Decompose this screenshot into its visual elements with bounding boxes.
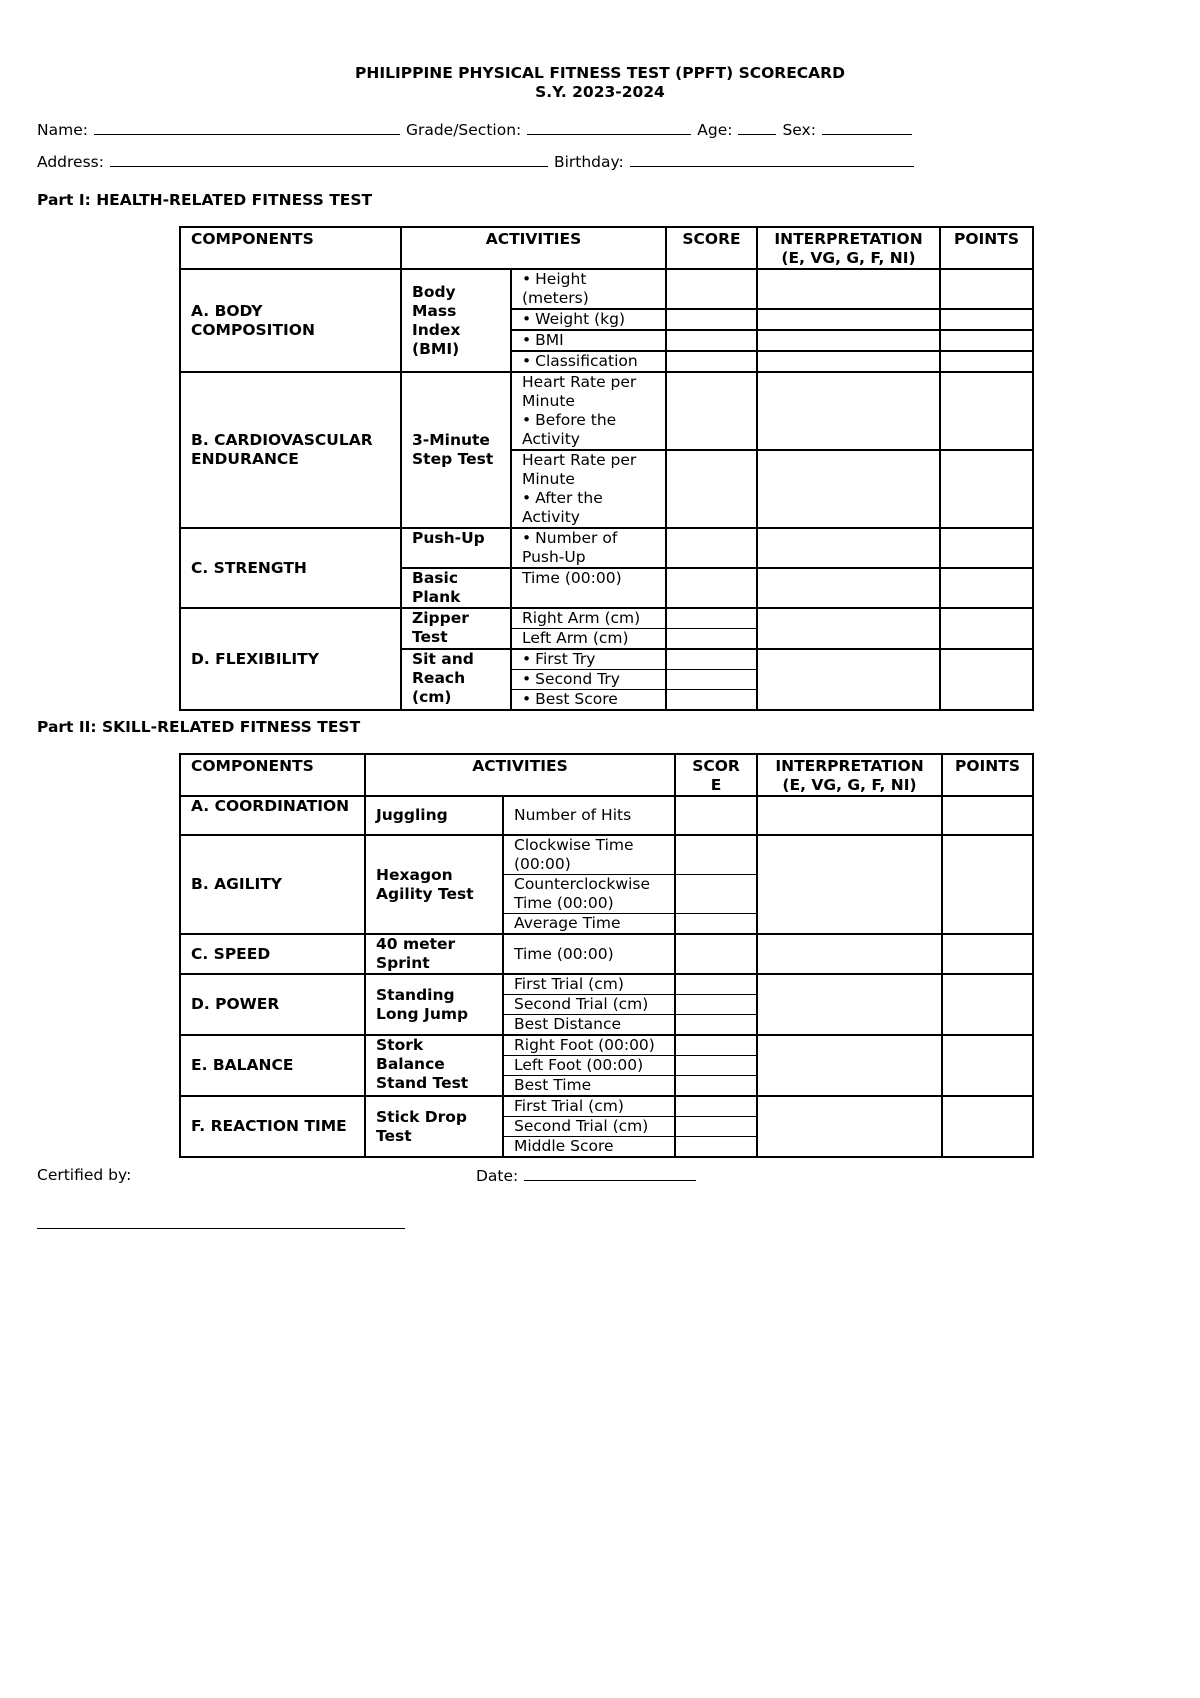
item-hr-before: Heart Rate per Minute • Before the Activity [511, 372, 666, 450]
col-score: SCORE [666, 227, 757, 269]
interpretation-cell[interactable] [757, 1035, 942, 1096]
activity-long-jump: Standing Long Jump [365, 974, 503, 1035]
age-label: Age: [697, 121, 733, 139]
zipper-items: Right Arm (cm) Left Arm (cm) [511, 608, 666, 649]
interpretation-cell[interactable] [757, 568, 940, 608]
address-field[interactable] [110, 152, 548, 167]
interpretation-cell[interactable] [757, 649, 940, 710]
component-speed: C. SPEED [180, 934, 365, 974]
component-agility: B. AGILITY [180, 835, 365, 934]
power-items: First Trial (cm) Second Trial (cm) Best Distance [503, 974, 675, 1035]
col-score: SCOR E [675, 754, 757, 796]
item-hr-after: Heart Rate per Minute • After the Activity [511, 450, 666, 528]
reaction-items: First Trial (cm) Second Trial (cm) Middle Score [503, 1096, 675, 1157]
item-hits: Number of Hits [503, 796, 675, 835]
grade-section-label: Grade/Section: [405, 121, 522, 139]
score-cell[interactable] [666, 372, 757, 450]
points-cell[interactable] [942, 1035, 1033, 1096]
part1-heading: Part I: HEALTH-RELATED FITNESS TEST [37, 191, 373, 209]
interpretation-cell[interactable] [757, 835, 942, 934]
col-interpretation: INTERPRETATION (E, VG, G, F, NI) [757, 754, 942, 796]
interpretation-cell[interactable] [757, 269, 940, 309]
interpretation-cell[interactable] [757, 372, 940, 450]
item-weight: • Weight (kg) [511, 309, 666, 330]
date-row [476, 1166, 702, 1185]
name-field[interactable] [94, 120, 400, 135]
score-cell[interactable] [675, 1035, 757, 1096]
points-cell[interactable] [940, 450, 1033, 528]
activity-hexagon: Hexagon Agility Test [365, 835, 503, 934]
name-label: Name: [37, 121, 88, 139]
activity-stick-drop: Stick Drop Test [365, 1096, 503, 1157]
points-cell[interactable] [940, 649, 1033, 710]
points-cell[interactable] [942, 796, 1033, 835]
component-coordination: A. COORDINATION [180, 796, 365, 835]
score-cell[interactable] [666, 269, 757, 309]
component-reaction-time: F. REACTION TIME [180, 1096, 365, 1157]
signature-line[interactable] [37, 1228, 405, 1229]
interpretation-cell[interactable] [757, 351, 940, 372]
activity-juggling: Juggling [365, 796, 503, 835]
scorecard-title: PHILIPPINE PHYSICAL FITNESS TEST (PPFT) SCORECARD [355, 64, 845, 82]
interpretation-cell[interactable] [757, 974, 942, 1035]
score-cell[interactable] [666, 450, 757, 528]
balance-items: Right Foot (00:00) Left Foot (00:00) Best Time [503, 1035, 675, 1096]
health-fitness-table [179, 226, 1034, 711]
part2-heading: Part II: SKILL-RELATED FITNESS TEST [37, 718, 361, 736]
score-cell[interactable] [666, 351, 757, 372]
activity-pushup: Push-Up [401, 528, 511, 568]
item-sprint-time: Time (00:00) [503, 934, 675, 974]
component-power: D. POWER [180, 974, 365, 1035]
activity-plank: Basic Plank [401, 568, 511, 608]
component-body-composition: A. BODY COMPOSITION [180, 269, 401, 372]
points-cell[interactable] [940, 351, 1033, 372]
grade-section-field[interactable] [527, 120, 691, 135]
score-cell[interactable] [666, 649, 757, 710]
activity-stork: Stork Balance Stand Test [365, 1035, 503, 1096]
sex-field[interactable] [822, 120, 912, 135]
score-cell[interactable] [675, 835, 757, 934]
component-balance: E. BALANCE [180, 1035, 365, 1096]
score-cell[interactable] [666, 568, 757, 608]
col-points: POINTS [940, 227, 1033, 269]
interpretation-cell[interactable] [757, 330, 940, 351]
address-label: Address: [37, 153, 104, 171]
col-points: POINTS [942, 754, 1033, 796]
points-cell[interactable] [940, 528, 1033, 568]
birthday-field[interactable] [630, 152, 914, 167]
component-flexibility: D. FLEXIBILITY [180, 608, 401, 710]
score-cell[interactable] [666, 528, 757, 568]
col-activities: ACTIVITIES [401, 227, 666, 269]
points-cell[interactable] [940, 269, 1033, 309]
item-height: • Height (meters) [511, 269, 666, 309]
interpretation-cell[interactable] [757, 934, 942, 974]
activity-sprint: 40 meter Sprint [365, 934, 503, 974]
birthday-label: Birthday: [553, 153, 624, 171]
points-cell[interactable] [940, 330, 1033, 351]
col-interpretation: INTERPRETATION (E, VG, G, F, NI) [757, 227, 940, 269]
col-components: COMPONENTS [180, 227, 401, 269]
date-field[interactable] [524, 1166, 696, 1181]
activity-bmi: Body Mass Index (BMI) [401, 269, 511, 372]
item-plank-time: Time (00:00) [511, 568, 666, 608]
school-year: S.Y. 2023-2024 [535, 83, 665, 101]
item-bmi: • BMI [511, 330, 666, 351]
item-pushup-count: • Number of Push-Up [511, 528, 666, 568]
interpretation-cell[interactable] [757, 528, 940, 568]
interpretation-cell[interactable] [757, 608, 940, 649]
sit-reach-items: • First Try • Second Try • Best Score [511, 649, 666, 710]
activity-sit-reach: Sit and Reach (cm) [401, 649, 511, 710]
item-classification: • Classification [511, 351, 666, 372]
points-cell[interactable] [940, 608, 1033, 649]
interpretation-cell[interactable] [757, 796, 942, 835]
points-cell[interactable] [942, 1096, 1033, 1157]
points-cell[interactable] [942, 974, 1033, 1035]
score-cell[interactable] [675, 974, 757, 1035]
component-cardiovascular: B. CARDIOVASCULAR ENDURANCE [180, 372, 401, 528]
interpretation-cell[interactable] [757, 450, 940, 528]
score-cell[interactable] [666, 309, 757, 330]
score-cell[interactable] [666, 608, 757, 649]
points-cell[interactable] [940, 568, 1033, 608]
component-strength: C. STRENGTH [180, 528, 401, 608]
points-cell[interactable] [942, 934, 1033, 974]
points-cell[interactable] [940, 372, 1033, 450]
interpretation-cell[interactable] [757, 1096, 942, 1157]
info-row-2 [37, 152, 920, 172]
score-cell[interactable] [675, 796, 757, 835]
col-components: COMPONENTS [180, 754, 365, 796]
date-label: Date: [476, 1167, 519, 1185]
sex-label: Sex: [782, 121, 816, 139]
points-cell[interactable] [940, 309, 1033, 330]
age-field[interactable] [738, 120, 776, 135]
activity-zipper: Zipper Test [401, 608, 511, 649]
certified-by-label: Certified by: [37, 1166, 132, 1184]
agility-items: Clockwise Time (00:00) Counterclockwise Time (00:00) Average Time [503, 835, 675, 934]
interpretation-cell[interactable] [757, 309, 940, 330]
info-row-1 [37, 120, 918, 140]
points-cell[interactable] [942, 835, 1033, 934]
score-cell[interactable] [675, 1096, 757, 1157]
col-activities: ACTIVITIES [365, 754, 675, 796]
score-cell[interactable] [666, 330, 757, 351]
score-cell[interactable] [675, 934, 757, 974]
skill-fitness-table [179, 753, 1034, 1158]
activity-step-test: 3-Minute Step Test [401, 372, 511, 528]
